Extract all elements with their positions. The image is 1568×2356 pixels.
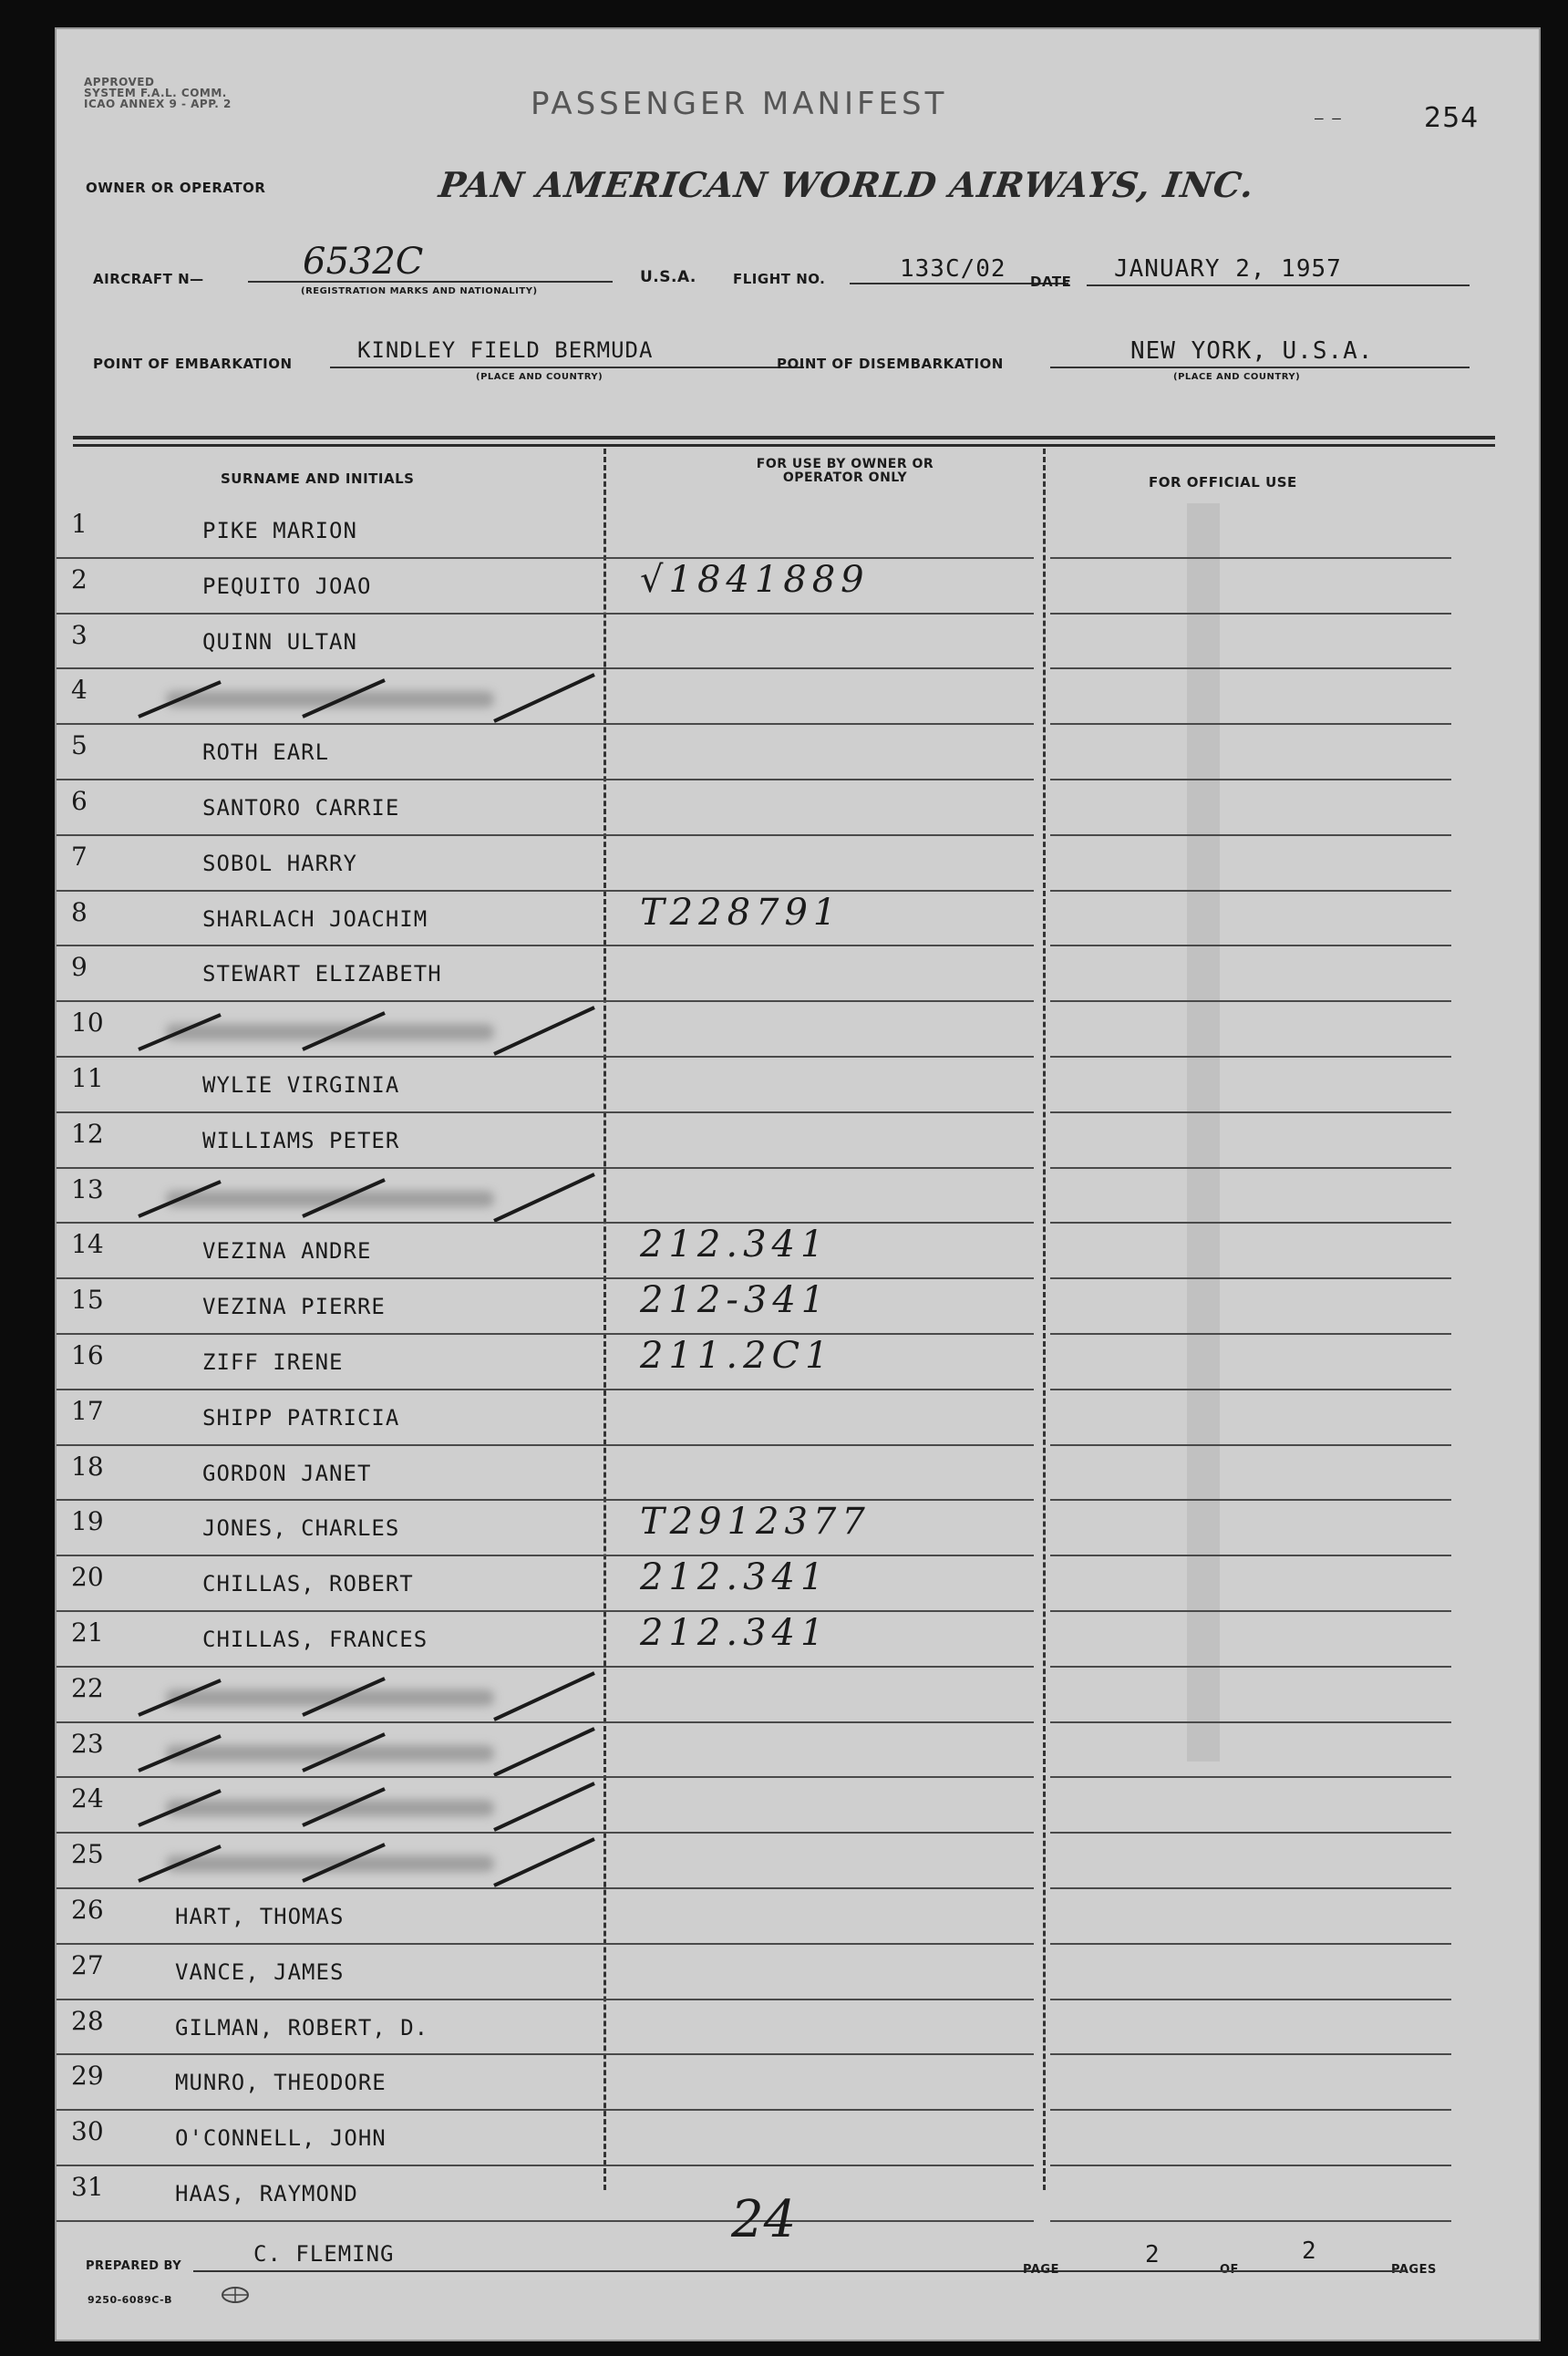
strike-line [139,1182,221,1216]
passenger-total: 24 [731,2190,797,2249]
row-number: 23 [71,1728,104,1759]
passenger-row [57,2166,1541,2222]
operator-code: 212-341 [640,1279,830,1322]
passenger-name: HART, THOMAS [175,1904,345,1929]
page-label: PAGE [1023,2263,1059,2277]
passenger-name: ZIFF IRENE [202,1349,344,1375]
embark-underline [330,367,804,368]
strike-line [494,1783,594,1830]
disembark-label: POINT OF DISEMBARKATION [777,356,1004,372]
row-number: 20 [71,1562,104,1593]
page-current: 2 [1145,2241,1161,2268]
row-number: 8 [71,896,88,927]
row-number: 13 [71,1173,104,1204]
strike-line [494,1174,594,1221]
passenger-row [57,780,1541,836]
passenger-row [57,725,1541,780]
operator-code: T2912377 [640,1501,871,1544]
row-number: 14 [71,1229,104,1260]
form-title: PASSENGER MANIFEST [531,86,948,122]
row-number: 2 [71,563,88,594]
passenger-row [57,1501,1541,1556]
passenger-row-struck [57,1668,1541,1723]
prepared-label: PREPARED BY [86,2259,182,2273]
passenger-row [57,1335,1541,1390]
strike-line [303,1734,385,1771]
strike-line [494,1008,594,1054]
approved-line: ICAO ANNEX 9 - APP. 2 [84,98,232,110]
row-number: 1 [71,509,88,539]
pages-label: PAGES [1391,2263,1437,2277]
disembark-point: NEW YORK, U.S.A. [1130,337,1374,365]
approved-line: SYSTEM F.A.L. COMM. [84,87,227,99]
strikethrough-marks [120,1669,631,1724]
strike-line [303,1789,385,1825]
passenger-row [57,615,1541,670]
owner-name: PAN AMERICAN WORLD AIRWAYS, INC. [436,164,1258,205]
passenger-row-struck [57,1834,1541,1889]
row-number: 6 [71,786,88,816]
passenger-row [57,946,1541,1002]
passenger-name: VANCE, JAMES [175,1958,345,1985]
passenger-name: SANTORO CARRIE [202,795,400,821]
pan-am-logo-icon [219,2285,252,2305]
row-number: 16 [71,1340,104,1370]
passenger-name: STEWART ELIZABETH [202,961,442,987]
form-number: 9250-6089C-B [88,2294,173,2306]
passenger-row [57,2111,1541,2166]
date-underline [1087,284,1470,286]
passenger-name: GORDON JANET [202,1460,372,1486]
row-number: 27 [71,1949,104,1980]
passenger-row [57,1945,1541,2000]
strike-line [303,680,385,717]
embark-label: POINT OF EMBARKATION [93,356,293,372]
passenger-row [57,559,1541,615]
passenger-row-struck [57,1723,1541,1779]
strike-line [494,1839,594,1886]
approved-stamp [84,77,232,109]
row-number: 11 [71,1063,104,1093]
disembark-sublabel: (PLACE AND COUNTRY) [1173,372,1301,382]
strike-line [494,675,594,721]
strikethrough-marks [120,1004,631,1059]
row-number: 24 [71,1783,104,1814]
row-number: 5 [71,730,88,761]
embark-sublabel: (PLACE AND COUNTRY) [476,372,603,382]
page-number-dash: — — [1315,109,1341,127]
row-number: 9 [71,952,88,983]
passenger-name: QUINN ULTAN [202,628,357,655]
date-label: DATE [1030,274,1072,290]
page-number: 254 [1424,102,1480,134]
passenger-name: PIKE MARION [202,518,357,543]
passenger-name: SHIPP PATRICIA [202,1404,400,1431]
operator-code: √1841889 [640,558,870,601]
row-number: 30 [71,2116,104,2147]
strike-line [139,1015,221,1049]
row-number: 3 [71,619,88,650]
manifest-sheet [55,27,1541,2341]
row-rule [57,2220,1034,2222]
passenger-name: CHILLAS, ROBERT [202,1571,414,1597]
col-header-surname: SURNAME AND INITIALS [221,470,415,487]
aircraft-underline [248,281,613,283]
disembark-underline [1050,367,1470,368]
aircraft-label: AIRCRAFT N— [93,271,204,287]
passenger-row-struck [57,1778,1541,1834]
page-total: 2 [1302,2237,1317,2265]
passenger-row [57,1446,1541,1502]
top-rule [73,436,1495,439]
flight-number: 133C/02 [900,255,1006,283]
passenger-row [57,1390,1541,1446]
passenger-row-struck [57,669,1541,725]
passenger-name: O'CONNELL, JOHN [175,2125,387,2152]
of-label: OF [1220,2263,1239,2277]
col-header-owner: FOR USE BY OWNER OR OPERATOR ONLY [756,457,934,485]
passenger-row [57,2055,1541,2111]
row-number: 22 [71,1672,104,1703]
passenger-name: WYLIE VIRGINIA [202,1072,400,1098]
passenger-name: SOBOL HARRY [202,850,357,876]
row-number: 25 [71,1839,104,1870]
passenger-row [57,1224,1541,1279]
row-number: 21 [71,1617,104,1648]
passenger-name: SHARLACH JOACHIM [202,905,428,932]
aircraft-reg: 6532C [303,241,424,283]
prepared-by: C. FLEMING [253,2241,395,2267]
row-number: 12 [71,1118,104,1149]
passenger-row [57,1889,1541,1945]
operator-code: 211.2C1 [640,1335,834,1377]
prepared-underline [193,2270,1059,2272]
strikethrough-marks [120,1835,631,1890]
strike-line [494,1729,594,1775]
strike-line [303,1844,385,1881]
passenger-row [57,1279,1541,1335]
passenger-row [57,892,1541,947]
row-number: 28 [71,2005,104,2036]
operator-code: 212.341 [640,1612,830,1654]
approved-line: APPROVED [84,76,155,88]
row-number: 4 [71,675,88,706]
row-number: 31 [71,2172,104,2202]
strikethrough-marks [120,671,631,726]
usa-label: U.S.A. [640,268,696,286]
aircraft-sublabel: (REGISTRATION MARKS AND NATIONALITY) [301,286,538,296]
passenger-name: HAAS, RAYMOND [175,2181,358,2206]
passenger-row [57,2000,1541,2056]
strike-line [303,1180,385,1216]
strikethrough-marks [120,1780,631,1834]
row-number: 10 [71,1008,104,1038]
strike-line [139,1680,221,1715]
passenger-row [57,503,1541,559]
strike-line [303,1679,385,1715]
row-number: 19 [71,1506,104,1537]
passenger-name: VEZINA ANDRE [202,1238,372,1265]
page-underline [1059,2270,1406,2272]
strike-line [494,1673,594,1720]
passenger-name: WILLIAMS PETER [202,1127,400,1153]
row-number: 26 [71,1895,104,1925]
top-rule [73,444,1495,447]
flight-label: FLIGHT NO. [733,271,826,287]
passenger-name: CHILLAS, FRANCES [202,1627,428,1652]
passenger-name: GILMAN, ROBERT, D. [175,2014,429,2041]
strikethrough-marks [120,1725,631,1780]
row-number: 29 [71,2061,104,2092]
passenger-name: JONES, CHARLES [202,1515,400,1542]
strike-line [139,1736,221,1771]
passenger-row [57,1612,1541,1668]
passenger-name: PEQUITO JOAO [202,573,372,599]
passenger-row [57,836,1541,892]
strikethrough-marks [120,1171,631,1225]
operator-code: 212.341 [640,1224,830,1266]
passenger-name: MUNRO, THEODORE [175,2070,387,2096]
row-number: 17 [71,1395,104,1426]
col-header-official: FOR OFFICIAL USE [1149,474,1297,491]
operator-code: 212.341 [640,1556,830,1599]
passenger-row-struck [57,1169,1541,1224]
strike-line [303,1013,385,1049]
passenger-row-struck [57,1002,1541,1058]
passenger-name: VEZINA PIERRE [202,1294,386,1320]
row-rule [1050,2220,1451,2222]
row-number: 18 [71,1451,104,1482]
passenger-row [57,1113,1541,1169]
passenger-row [57,1058,1541,1113]
row-number: 15 [71,1285,104,1316]
embark-point: KINDLEY FIELD BERMUDA [357,337,654,363]
flight-date: JANUARY 2, 1957 [1114,255,1342,283]
strike-line [139,682,221,717]
passenger-name: ROTH EARL [202,739,330,766]
owner-label: OWNER OR OPERATOR [86,180,266,196]
row-number: 7 [71,841,88,872]
passenger-row [57,1556,1541,1612]
strike-line [139,1791,221,1825]
strike-line [139,1846,221,1881]
operator-code: T228791 [640,891,842,934]
passenger-rows [57,503,1541,2217]
